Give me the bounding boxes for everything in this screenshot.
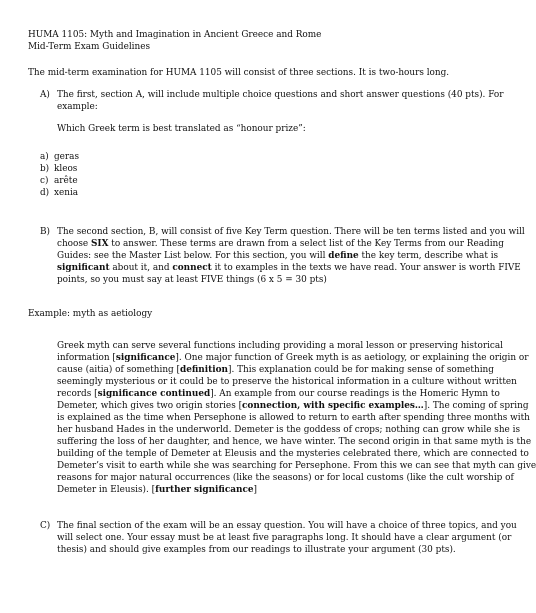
example-line: reasons for major natural occurrences (like the seasons) or for local customs (like the cult worship of: [57, 473, 514, 483]
example-label: Example: myth as aetiology: [28, 309, 153, 319]
section-b-line: choose SIX to answer. These terms are drawn from a select list of the Key Terms from our Reading: [57, 239, 504, 249]
example-line: cause (aitia) of something [definition]. This explanation could be for making sense of something: [57, 365, 494, 375]
sample-question: Which Greek term is best translated as “honour prize”:: [57, 124, 306, 134]
section-b-line: Guides: see the Master List below. For this section, you will define the key term, describe what is: [57, 251, 499, 261]
section-b-line: points, so you must say at least FIVE things (6 x 5 = 30 pts): [57, 275, 327, 285]
section-c-letter: C): [40, 521, 51, 531]
example-line: suffering the loss of her daughter, and hence, we have winter. The second origin in that same myth is the: [57, 437, 532, 447]
example-line: records [significance continued]. An example from our course readings is the Homeric Hymn to: [57, 389, 500, 399]
section-b-line: significant about it, and connect it to examples in the texts we have read. Your answer is worth FIVE: [57, 263, 521, 273]
section-a-text: [57, 89, 503, 113]
section-a-letter: A): [40, 90, 50, 100]
section-c-line: will select one. Your essay must be at least five paragraphs long. It should have a clear argument (or: [57, 533, 512, 543]
section-b-text: [57, 226, 525, 286]
option-a: a) geras: [40, 152, 80, 162]
section-c-line: The final section of the exam will be an essay question. You will have a choice of three topics, and you: [57, 521, 517, 531]
example-line: seemingly mysterious or it could be to preserve the historical information in a culture without written: [57, 377, 517, 387]
course-title: HUMA 1105: Myth and Imagination in Ancient Greece and Rome: [28, 30, 322, 40]
intro-paragraph: The mid-term examination for HUMA 1105 will consist of three sections. It is two-hours long.: [28, 68, 450, 78]
example-line: Demeter in Eleusis). [further significance]: [57, 485, 257, 495]
example-line: building of the temple of Demeter at Eleusis and the mysteries celebrated there, which are connected to: [57, 449, 529, 459]
section-b-letter: B): [40, 227, 50, 237]
example-line: Greek myth can serve several functions including providing a moral lesson or preserving historical: [57, 341, 504, 351]
section-a-line: example:: [57, 102, 98, 112]
option-d: d) xenia: [40, 188, 79, 198]
example-line: Demeter’s visit to earth while she was searching for Persephone. From this we can see that myth can give: [57, 461, 536, 471]
document-subtitle: Mid-Term Exam Guidelines: [28, 42, 151, 52]
section-c-text: [57, 520, 517, 556]
example-paragraph: [57, 340, 536, 496]
example-line: Demeter, which gives two origin stories [connection, with specific examples…]. The coming of spring: [57, 401, 529, 411]
example-line: is explained as the time when Persephone is allowed to return to earth after spending three months with: [57, 413, 530, 423]
option-c: c) arête: [40, 176, 78, 186]
answer-options: [40, 151, 79, 199]
example-line: information [significance]. One major function of Greek myth is as aetiology, or explaining the origin or: [57, 353, 529, 363]
section-c-line: thesis) and should give examples from our readings to illustrate your argument (30 pts).: [57, 545, 456, 555]
option-b: b) kleos: [40, 164, 78, 174]
example-line: her husband Hades in the underworld. Demeter is the goddess of crops; nothing can grow while she is: [57, 425, 521, 435]
section-b-line: The second section, B, will consist of five Key Term question. There will be ten terms listed and you will: [57, 227, 525, 237]
section-a-line: The first, section A, will include multiple choice questions and short answer questions (40 pts). For: [57, 90, 504, 100]
